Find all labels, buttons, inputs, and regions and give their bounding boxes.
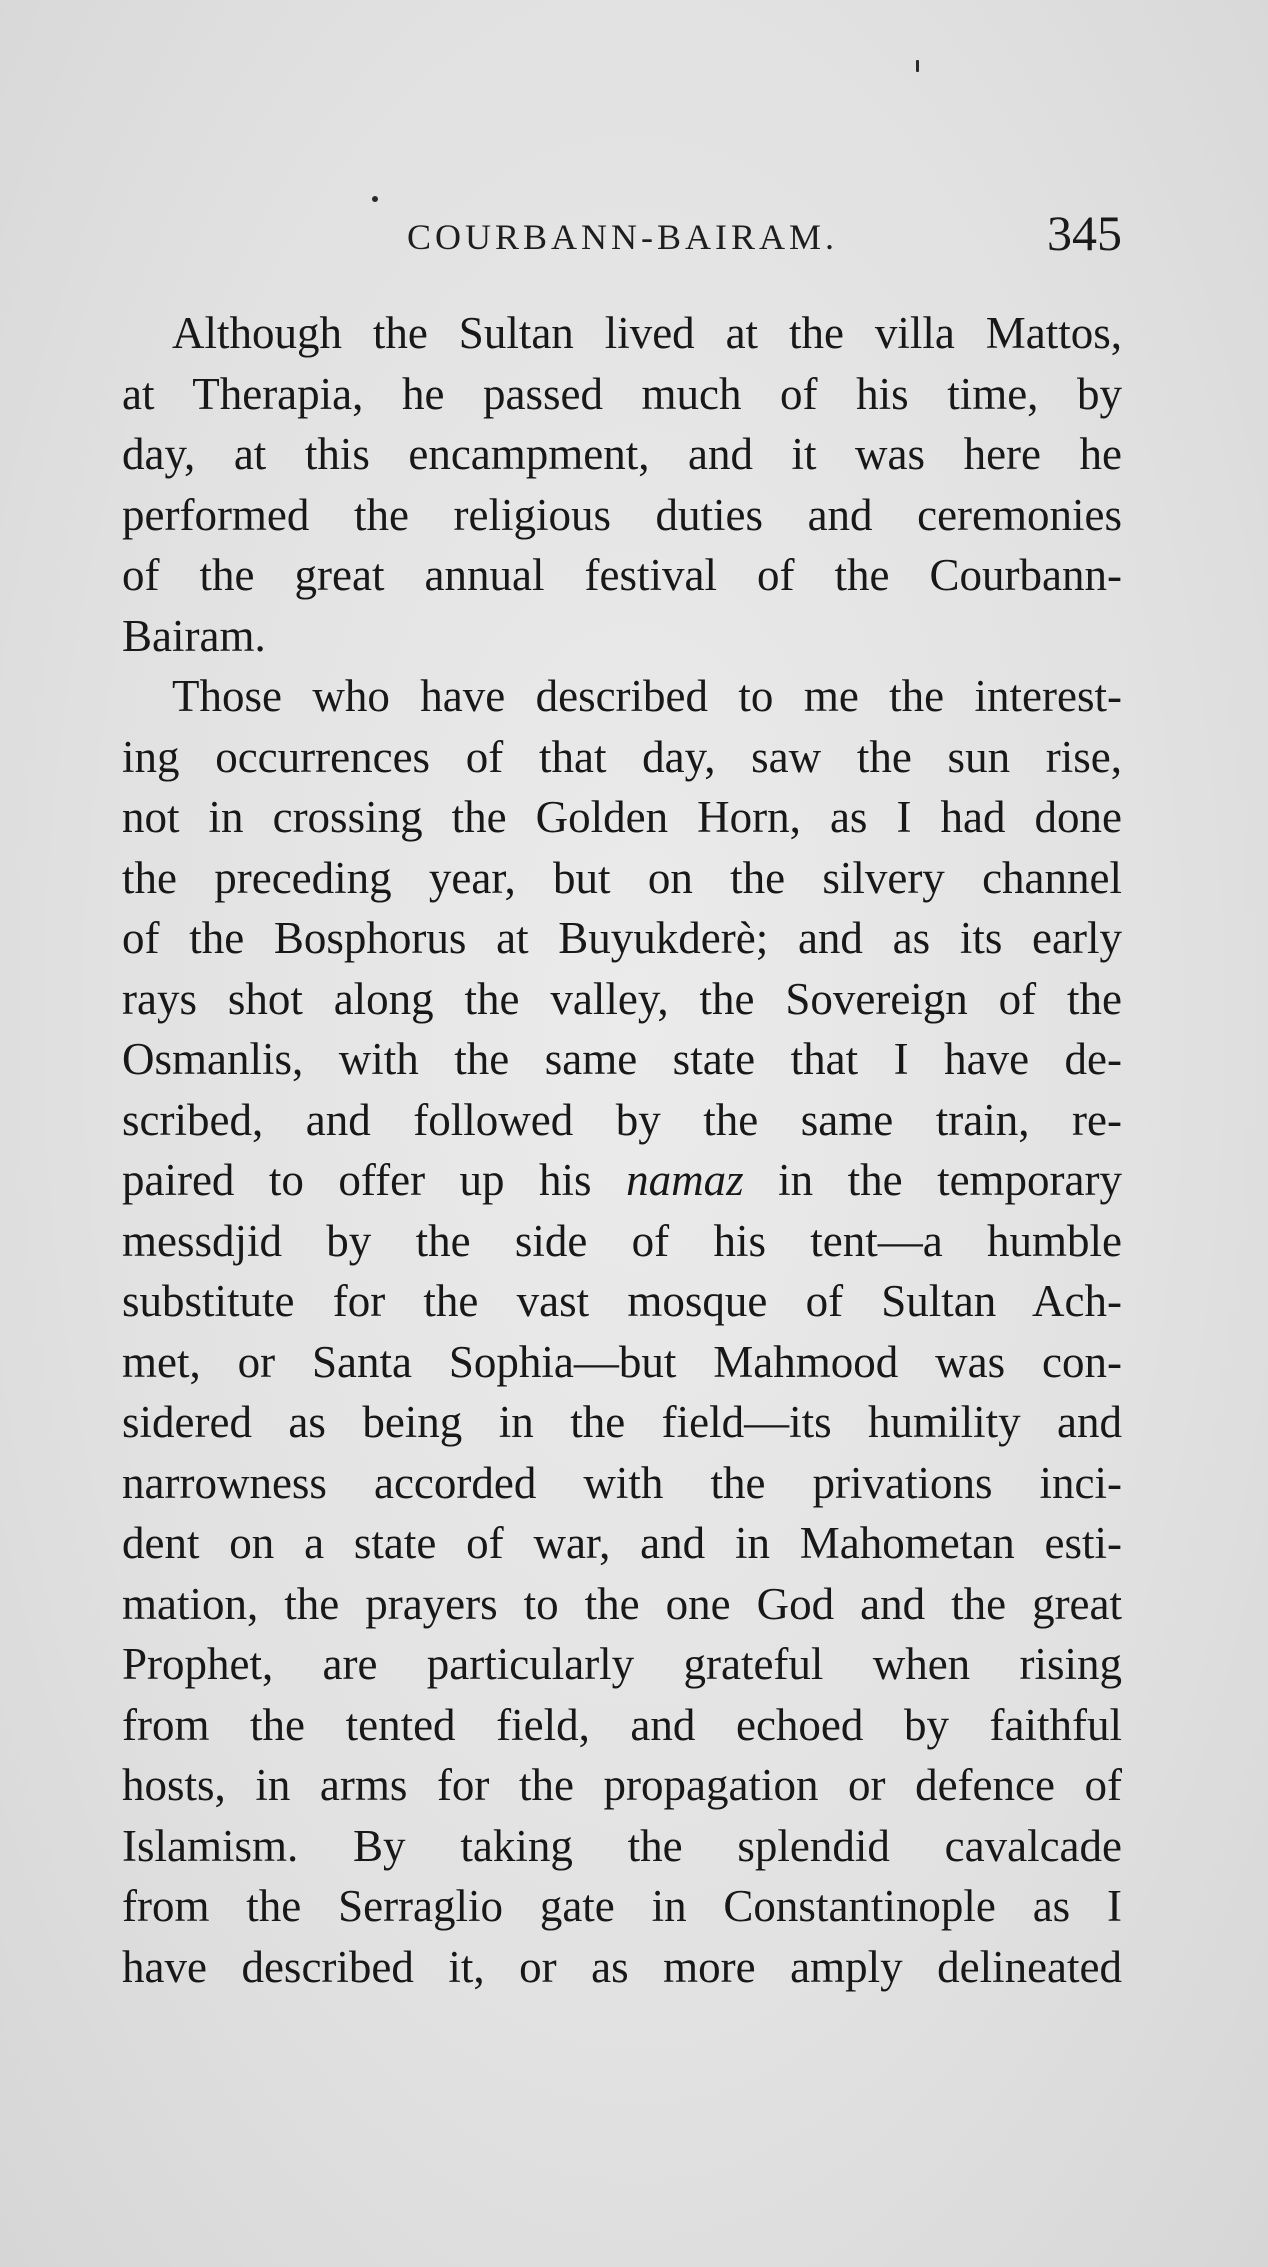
text-line: substitute for the vast mosque of Sultan Ach-	[122, 1276, 1122, 1326]
text-line: narrowness accorded with the privations inci-	[122, 1457, 1122, 1508]
text-line: dent on a state of war, and in Mahometan esti-	[122, 1518, 1122, 1568]
ink-speck	[916, 60, 919, 72]
text-line: day, at this encampment, and it was here he	[122, 429, 1122, 479]
page-number: 345	[1047, 205, 1122, 261]
text-line: ing occurrences of that day, saw the sun rise,	[122, 731, 1122, 782]
text-line: Prophet, are particularly grateful when rising	[122, 1639, 1122, 1689]
paragraph-1	[122, 303, 1122, 666]
text-line: Bairam.	[122, 610, 266, 661]
text-line: rays shot along the valley, the Sovereign of the	[122, 973, 1122, 1024]
text-line: Although the Sultan lived at the villa Mattos,	[172, 308, 1122, 358]
text-line: not in crossing the Golden Horn, as I had done	[122, 792, 1122, 842]
text-line: hosts, in arms for the propagation or defence of	[122, 1760, 1122, 1810]
paragraph-2	[122, 666, 1122, 1997]
text-line: performed the religious duties and ceremonies	[122, 489, 1122, 540]
text-line: scribed, and followed by the same train, re-	[122, 1094, 1122, 1145]
running-title: COURBANN-BAIRAM.	[407, 217, 839, 257]
text-line: Islamism. By taking the splendid cavalcade	[122, 1820, 1122, 1871]
running-head	[122, 204, 1122, 268]
text-line: Those who have described to me the interest-	[172, 671, 1122, 721]
text-line: from the Serraglio gate in Constantinople as I	[122, 1881, 1122, 1931]
ink-speck	[372, 196, 378, 202]
text-line: of the Bosphorus at Buyukderè; and as its early	[122, 913, 1122, 963]
text-line: of the great annual festival of the Courbann-	[122, 550, 1122, 600]
text-line: sidered as being in the field—its humility and	[122, 1397, 1122, 1447]
text-line: paired to offer up his namaz in the temporary	[122, 1155, 1122, 1205]
text-line: the preceding year, but on the silvery channel	[122, 852, 1122, 903]
body-text	[122, 303, 1122, 1997]
text-line: at Therapia, he passed much of his time, by	[122, 368, 1122, 419]
text-line: Osmanlis, with the same state that I have de-	[122, 1034, 1122, 1084]
text-line: met, or Santa Sophia—but Mahmood was con-	[122, 1336, 1122, 1387]
text-line: messdjid by the side of his tent—a humble	[122, 1215, 1122, 1266]
text-line: have described it, or as more amply delineated	[122, 1941, 1122, 1992]
text-line: mation, the prayers to the one God and the great	[122, 1578, 1122, 1629]
text-line: from the tented field, and echoed by faithful	[122, 1699, 1122, 1750]
